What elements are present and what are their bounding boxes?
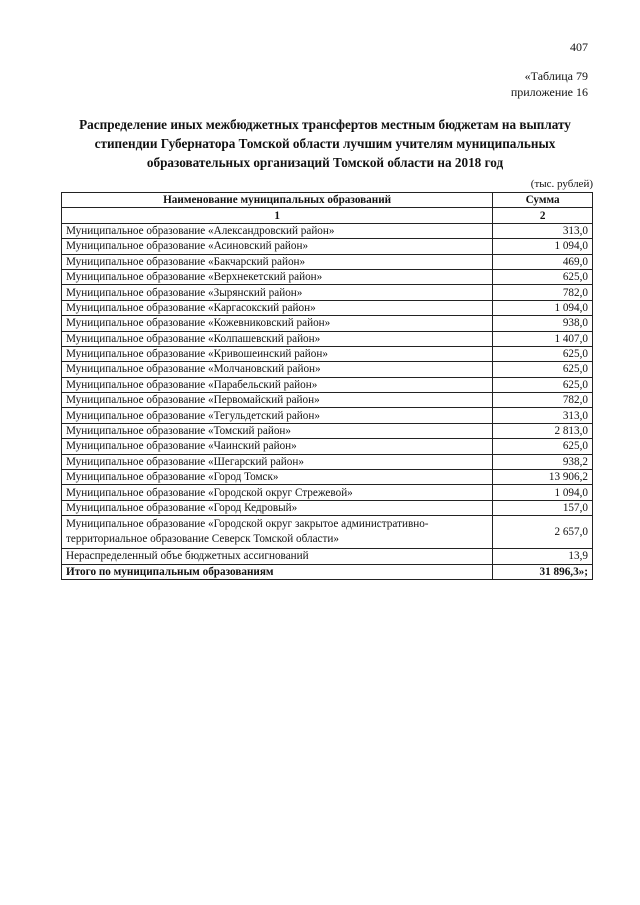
transfer-sum: 938,2 bbox=[493, 454, 593, 469]
transfers-table bbox=[61, 192, 593, 580]
municipality-name: Муниципальное образование «Александровский район» bbox=[62, 223, 493, 238]
transfer-sum: 782,0 bbox=[493, 285, 593, 300]
municipality-name: Муниципальное образование «Парабельский район» bbox=[62, 377, 493, 392]
table-row bbox=[62, 269, 593, 284]
table-reference bbox=[511, 68, 588, 100]
table-row bbox=[62, 377, 593, 392]
municipality-name: Муниципальное образование «Кожевниковский район» bbox=[62, 316, 493, 331]
municipality-name: Муниципальное образование «Первомайский район» bbox=[62, 393, 493, 408]
table-row bbox=[62, 439, 593, 454]
transfer-sum: 625,0 bbox=[493, 362, 593, 377]
transfer-sum: 157,0 bbox=[493, 500, 593, 515]
transfer-sum: 1 094,0 bbox=[493, 300, 593, 315]
table-row bbox=[62, 316, 593, 331]
transfer-sum: 625,0 bbox=[493, 269, 593, 284]
municipality-name: Муниципальное образование «Городской округ Стрежевой» bbox=[62, 485, 493, 500]
transfer-sum: 313,0 bbox=[493, 223, 593, 238]
transfer-sum: 469,0 bbox=[493, 254, 593, 269]
units-label: (тыс. рублей) bbox=[530, 178, 593, 190]
table-row bbox=[62, 454, 593, 469]
transfer-sum: 2 813,0 bbox=[493, 423, 593, 438]
table-row bbox=[62, 500, 593, 515]
appendix-number: приложение 16 bbox=[510, 85, 588, 99]
table-row bbox=[62, 331, 593, 346]
table-row bbox=[62, 239, 593, 254]
table-row bbox=[62, 346, 593, 361]
transfer-sum: 625,0 bbox=[493, 346, 593, 361]
header-sum: Сумма bbox=[493, 193, 593, 208]
table-row bbox=[62, 423, 593, 438]
document-title: Распределение иных межбюджетных трансфертов местным бюджетам на выплату стипендии Губернатора Томской области лучшим учителям муниципальных образовательных организаций Томской области на 2018 год bbox=[79, 117, 571, 170]
total-label: Итого по муниципальным образованиям bbox=[62, 564, 493, 579]
total-row bbox=[62, 564, 593, 579]
municipality-name: Муниципальное образование «Городской округ закрытое административно-территориальное образование Северск Томской области» bbox=[62, 516, 493, 549]
transfer-sum: 13 906,2 bbox=[493, 470, 593, 485]
transfer-sum: 938,0 bbox=[493, 316, 593, 331]
transfer-sum: 625,0 bbox=[493, 439, 593, 454]
transfer-sum: 313,0 bbox=[493, 408, 593, 423]
header-name: Наименование муниципальных образований bbox=[62, 193, 493, 208]
table-row bbox=[62, 223, 593, 238]
municipality-name: Муниципальное образование «Бакчарский район» bbox=[62, 254, 493, 269]
table-row bbox=[62, 408, 593, 423]
unallocated-label: Нераспределенный объе бюджетных ассигнований bbox=[62, 549, 493, 564]
table-row bbox=[62, 254, 593, 269]
transfer-sum: 1 094,0 bbox=[493, 485, 593, 500]
unallocated-sum: 13,9 bbox=[493, 549, 593, 564]
municipality-name: Муниципальное образование «Каргасокский район» bbox=[62, 300, 493, 315]
municipality-name: Муниципальное образование «Асиновский район» bbox=[62, 239, 493, 254]
municipality-name: Муниципальное образование «Томский район» bbox=[62, 423, 493, 438]
transfer-sum: 782,0 bbox=[493, 393, 593, 408]
table-row bbox=[62, 485, 593, 500]
municipality-name: Муниципальное образование «Город Томск» bbox=[62, 470, 493, 485]
column-number-name: 1 bbox=[62, 208, 493, 223]
total-sum: 31 896,3»; bbox=[493, 564, 593, 579]
municipality-name: Муниципальное образование «Молчановский район» bbox=[62, 362, 493, 377]
transfer-sum: 1 407,0 bbox=[493, 331, 593, 346]
municipality-name: Муниципальное образование «Верхнекетский район» bbox=[62, 269, 493, 284]
table-number: «Таблица 79 bbox=[524, 69, 588, 83]
municipality-name: Муниципальное образование «Тегульдетский район» bbox=[62, 408, 493, 423]
municipality-name: Муниципальное образование «Чаинский район» bbox=[62, 439, 493, 454]
municipality-name: Муниципальное образование «Колпашевский район» bbox=[62, 331, 493, 346]
column-number-row bbox=[62, 208, 593, 223]
municipality-name: Муниципальное образование «Зырянский район» bbox=[62, 285, 493, 300]
table-row bbox=[62, 362, 593, 377]
municipality-name: Муниципальное образование «Город Кедровый» bbox=[62, 500, 493, 515]
table-row bbox=[62, 549, 593, 564]
transfer-sum: 2 657,0 bbox=[493, 516, 593, 549]
table-row bbox=[62, 300, 593, 315]
page-number: 407 bbox=[570, 40, 588, 54]
table-row bbox=[62, 516, 593, 549]
column-number-sum: 2 bbox=[493, 208, 593, 223]
transfer-sum: 1 094,0 bbox=[493, 239, 593, 254]
municipality-name: Муниципальное образование «Кривошеинский район» bbox=[62, 346, 493, 361]
header-row bbox=[62, 193, 593, 208]
table-row bbox=[62, 285, 593, 300]
table-row bbox=[62, 470, 593, 485]
municipality-name: Муниципальное образование «Шегарский район» bbox=[62, 454, 493, 469]
table-row bbox=[62, 393, 593, 408]
transfer-sum: 625,0 bbox=[493, 377, 593, 392]
